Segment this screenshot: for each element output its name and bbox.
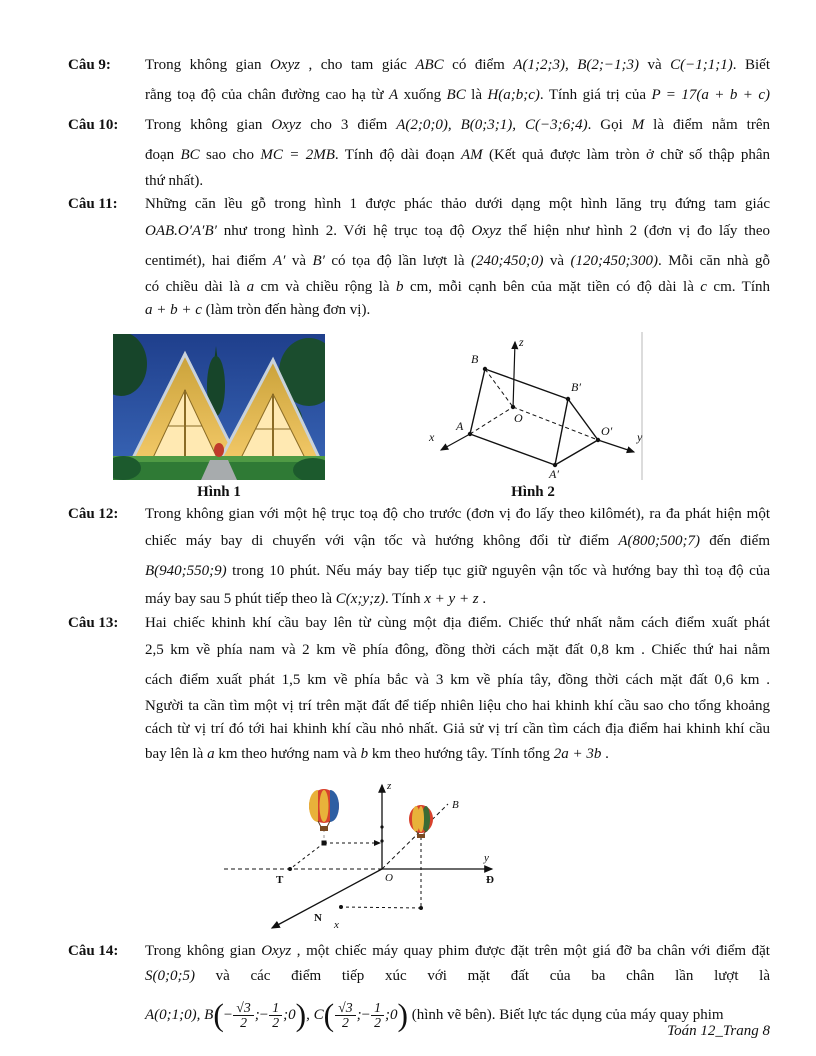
text-run: , (564, 57, 578, 73)
text-run: là (465, 87, 488, 103)
text-run: , cho tam giác (299, 57, 416, 73)
text-line (145, 299, 770, 322)
math-run: C(−1;1;1) (670, 57, 733, 73)
math-run: Oxyz (271, 117, 302, 133)
math-run: Oxyz (269, 57, 300, 73)
text-line (145, 635, 770, 665)
aframe-houses-photo-art (113, 334, 325, 480)
question-13-label: Câu 13: (68, 615, 119, 631)
question-9 (68, 50, 770, 110)
fig2-label-x: x (429, 430, 435, 444)
hot-air-balloon-2 (409, 805, 433, 838)
text-run: . Tính (384, 591, 425, 607)
question-12-body (145, 503, 770, 612)
text-line (145, 556, 770, 586)
question-9-body (145, 50, 770, 110)
math-run: AM (461, 147, 483, 163)
text-line (145, 940, 770, 963)
paren: ( (323, 997, 335, 1033)
prism-diagram (413, 330, 653, 480)
text-run: như trong hình 2. Với hệ trục toạ độ (216, 223, 472, 239)
math-run: ABC (415, 57, 444, 73)
text-run: km theo hướng tây. Tính tổng (368, 746, 554, 762)
math-run: ; (254, 1007, 260, 1023)
math-run: P = 17(a + b + c) (651, 87, 771, 103)
math-run: A(0;1;0), B (145, 1007, 214, 1023)
math-run: BC (446, 87, 466, 103)
math-run: a (207, 746, 215, 762)
text-run: rằng toạ độ của chân đường cao hạ từ (145, 87, 389, 103)
text-line (145, 50, 770, 80)
text-run: (hình vẽ bên). Biết lực tác dụng của máy quay phim (408, 1007, 724, 1023)
text-run: cm và chiều rộng là (254, 279, 396, 295)
text-run: Trong không gian (145, 57, 270, 73)
text-run: cm, mỗi cạnh bên của mặt tiền có độ dài là (403, 279, 701, 295)
text-run: Những căn lều gỗ trong hình 1 được phác thảo dưới dạng một hình lăng trụ đứng tam giác (145, 196, 770, 212)
math-run: ;0 (385, 1007, 398, 1023)
question-11-label: Câu 11: (68, 196, 118, 212)
question-11-body (145, 193, 770, 322)
question-10 (68, 110, 770, 193)
text-run: , một chiếc máy quay phim được đặt trên một giá đỡ ba chân với điểm đặt (291, 943, 770, 959)
page-footer: Toán 12_Trang 8 (667, 1023, 770, 1039)
text-run: . Biết (732, 57, 770, 73)
math-run: M (631, 117, 645, 133)
fraction: $\frac{1}{2}$ (371, 1001, 384, 1031)
text-run: Trong không gian (145, 117, 272, 133)
question-10-label: Câu 10: (68, 117, 119, 133)
text-run: thể hiện như hình 2 (đơn vị đo lấy theo (501, 223, 770, 239)
text-run: 2,5 km về phía nam và 2 km về phía đông, đồng thời cách mặt đất 0,8 km . Chiếc thứ hai nằm (145, 642, 770, 658)
fig3-label-N: N (314, 912, 322, 924)
text-run: . (601, 746, 609, 762)
balloon-figure-art (210, 771, 530, 931)
math-run: A(1;2;3) (513, 57, 565, 73)
math-run: A′ (273, 253, 286, 269)
fig2-label-A: A (456, 419, 464, 433)
fig2-label-B: B (471, 352, 479, 366)
math-run: Oxyz (471, 223, 502, 239)
fig3-label-T: T (276, 874, 284, 886)
text-run: trong 10 phút. Nếu máy bay tiếp tục giữ nguyên vận tốc và hướng bay thì toạ độ của (226, 563, 770, 579)
math-run: c (700, 279, 707, 295)
z-axis (513, 342, 515, 409)
text-run: − (361, 1007, 371, 1023)
text-run: Trong không gian (145, 943, 262, 959)
fig3-label-D: Đ (486, 874, 494, 886)
question-10-body (145, 110, 770, 193)
math-run: A (388, 87, 399, 103)
text-line (145, 170, 770, 193)
question-13 (68, 612, 770, 767)
paren: ( (213, 997, 224, 1033)
prism-diagram-art (413, 330, 653, 480)
math-run: OAB.O′A′B′ (145, 223, 217, 239)
paren: ) (397, 997, 409, 1033)
text-run: cách từ vị trí đó tới hai khinh khí cầu nhỏ nhất. Giả sử vị trí cần tìm cách địa điểm hai khinh khí cầu (145, 721, 770, 737)
math-run: B(940;550;9) (145, 563, 227, 579)
figure-row (113, 330, 770, 501)
text-run: . Tính độ dài đoạn (334, 147, 462, 163)
paren: ) (295, 997, 307, 1033)
math-run: B(2;−1;3) (577, 57, 639, 73)
text-line (145, 140, 770, 170)
balloon1-projection (290, 829, 380, 869)
text-run: (Kết quả được làm tròn ở chữ số thập phân (482, 147, 770, 163)
text-run: cho 3 điểm (301, 117, 397, 133)
question-9-label: Câu 9: (68, 57, 111, 73)
y-axis (598, 440, 634, 452)
text-line (145, 503, 770, 526)
aframe-houses-photo (113, 330, 325, 480)
math-run: (120;450;300) (570, 253, 659, 269)
text-run: . Gọi (587, 117, 632, 133)
math-run: , C (306, 1007, 324, 1023)
question-14 (68, 940, 770, 1041)
math-run: ;0 (283, 1007, 296, 1023)
figure-2-caption: Hình 2 (511, 484, 555, 500)
text-line (145, 586, 770, 612)
text-run: và (285, 253, 313, 269)
math-run: b (360, 746, 369, 762)
text-run: Người ta cần tìm một vị trí trên mặt đất để tiếp nhiên liệu cho hai khinh khí cầu sao cho tổng khoảng (145, 698, 770, 714)
math-run: H(a;b;c) (487, 87, 540, 103)
text-run: và các điểm tiếp xúc với mặt đất của ba chân lần lượt là (194, 968, 770, 984)
text-run: Hai chiếc khinh khí cầu bay lên từ cùng một địa điểm. Chiếc thứ nhất nằm cách điểm xuất phát (145, 615, 770, 631)
balloon2-projection (341, 837, 421, 908)
text-run: xuống (398, 87, 447, 103)
text-run: km theo hướng nam và (214, 746, 361, 762)
text-run: là điểm nằm trên (644, 117, 770, 133)
math-run: A(800;500;7) (618, 533, 701, 549)
text-line (145, 246, 770, 276)
figure-1-caption: Hình 1 (197, 484, 241, 500)
text-run: . (478, 591, 487, 607)
text-run: và (543, 253, 571, 269)
text-run: cách điểm xuất phát 1,5 km về phía bắc và 3 km về phía tây, đồng thời cách mặt đất 0,6 km . (145, 672, 770, 688)
fig3-label-z: z (387, 780, 392, 792)
text-run: bay lên là (145, 746, 208, 762)
text-run: − (259, 1007, 269, 1023)
text-line (145, 276, 770, 299)
text-line (145, 741, 770, 767)
figure-hinh-2 (413, 330, 653, 501)
math-run: b (396, 279, 404, 295)
text-line (145, 695, 770, 718)
text-run: − (223, 1007, 233, 1023)
question-13-body (145, 612, 770, 767)
math-run: Oxyz (261, 943, 292, 959)
text-run: thứ nhất). (145, 173, 204, 189)
fig2-label-z: z (519, 335, 524, 349)
hanging-chair (214, 443, 224, 457)
text-run: và (638, 57, 671, 73)
math-run: A(2;0;0), B(0;3;1), C(−3;6;4) (396, 117, 588, 133)
text-run: đoạn (145, 147, 181, 163)
question-12-label: Câu 12: (68, 506, 119, 522)
text-run: sao cho (199, 147, 261, 163)
question-12 (68, 503, 770, 612)
text-line (145, 612, 770, 635)
text-line (145, 110, 770, 140)
fig2-label-A-prime: A′ (549, 467, 559, 480)
question-11 (68, 193, 770, 322)
fig3-label-y: y (484, 852, 489, 864)
fig2-label-O-prime: O′ (601, 424, 613, 438)
hot-air-balloon-1 (309, 789, 339, 831)
math-run: S(0;0;5) (145, 968, 195, 984)
text-run: chiếc máy bay di chuyển với vận tốc và hướng không đổi từ điểm (145, 533, 619, 549)
text-run: đến điểm (700, 533, 770, 549)
fig2-label-B-prime: B′ (571, 380, 581, 394)
fraction: $\frac{√3}{2}$ (233, 1001, 253, 1031)
text-line (145, 193, 770, 216)
text-run: có chiều dài là (145, 279, 247, 295)
question-14-label: Câu 14: (68, 943, 119, 959)
math-run: C(x;y;z) (335, 591, 385, 607)
text-line (145, 216, 770, 246)
figure-hinh-1 (113, 330, 325, 501)
math-run: x + y + z (424, 591, 479, 607)
text-line (145, 963, 770, 989)
fig2-label-y: y (637, 430, 643, 444)
fraction: $\frac{1}{2}$ (269, 1001, 282, 1031)
text-line (145, 526, 770, 556)
fig3-label-x: x (334, 919, 339, 931)
text-run: có điểm (443, 57, 514, 73)
math-run: (240;450;0) (471, 253, 544, 269)
math-run: BC (180, 147, 200, 163)
math-run: a (246, 279, 255, 295)
fig3-label-O: O (385, 872, 393, 884)
marker-dots (288, 825, 423, 910)
math-run: B′ (312, 253, 325, 269)
text-run: có tọa độ lần lượt là (324, 253, 472, 269)
math-run: 2a + 3b (553, 746, 602, 762)
text-line (145, 80, 770, 110)
math-run: MC = 2MB (260, 147, 335, 163)
text-line (145, 665, 770, 695)
x-axis (441, 434, 470, 450)
text-run: cm. Tính (706, 279, 770, 295)
text-run: (làm tròn đến hàng đơn vị). (201, 302, 371, 318)
fraction: $\frac{√3}{2}$ (335, 1001, 355, 1031)
math-run: a + b + c (145, 302, 202, 318)
math-run: ; (356, 1007, 362, 1023)
balloon-figure (210, 771, 770, 936)
x-axis-south (272, 869, 382, 928)
fig2-label-O: O (514, 411, 523, 425)
text-run: . Tính giá trị của (539, 87, 652, 103)
fig3-label-B: B (452, 799, 459, 811)
text-run: máy bay sau 5 phút tiếp theo là (145, 591, 336, 607)
text-run: Trong không gian với một hệ trục toạ độ cho trước (đơn vị đo lấy theo kilômét), ra đa phát hiện một (145, 506, 770, 522)
text-run: centimét), hai điểm (145, 253, 274, 269)
text-line (145, 718, 770, 741)
text-run: . Mỗi căn nhà gỗ (658, 253, 770, 269)
